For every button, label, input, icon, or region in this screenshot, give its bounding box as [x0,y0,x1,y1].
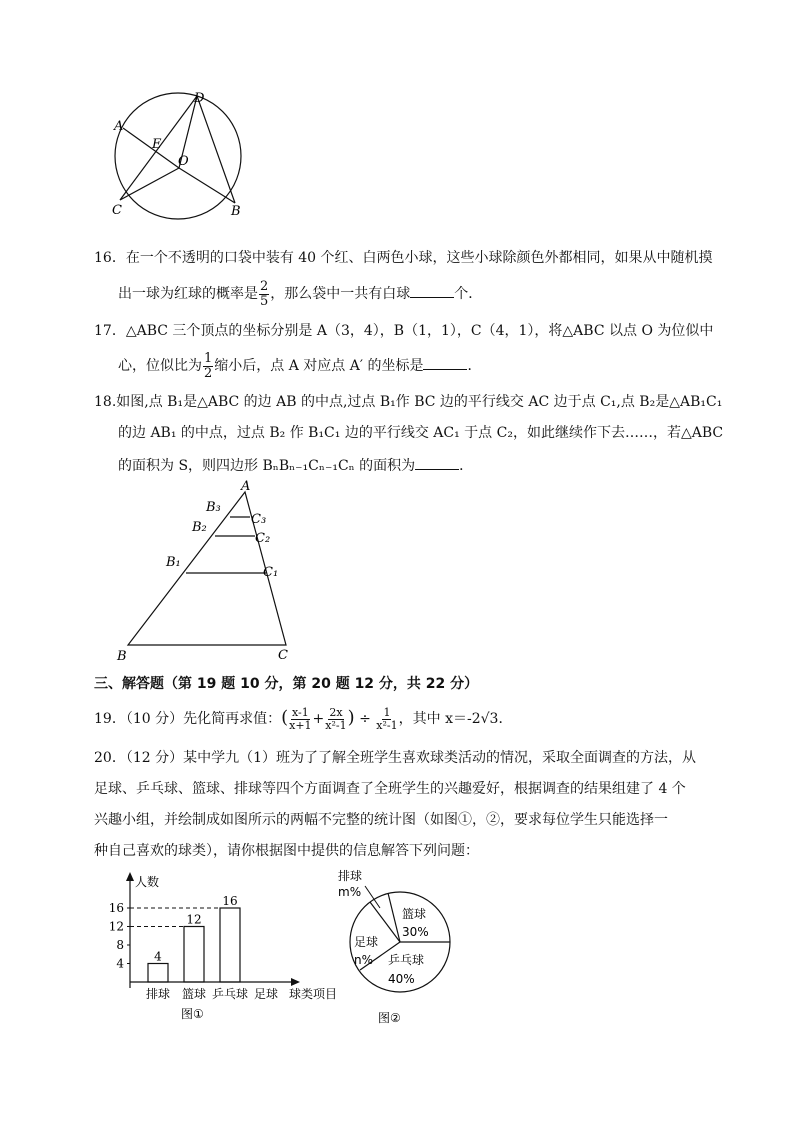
pie-value-football: n% [354,953,374,967]
pie-value-volleyball: m% [338,885,362,899]
x-category-label: 排球 [145,987,171,1001]
q16-text-a: 出一球为红球的概率是 [118,286,258,302]
label-C: C [278,648,288,663]
bar-value-label: 12 [186,912,202,927]
pie-chart [330,866,455,1028]
q17-text-c: ． [467,358,482,374]
label-A: A [241,479,251,494]
bar-value-label: 16 [222,894,238,908]
q17-answer-blank[interactable] [423,355,467,370]
label-B1: B₁ [166,555,181,570]
bar-value-label: 4 [154,949,162,964]
q17-line2 [118,349,481,383]
triangle-figure [108,478,298,664]
pie-label-pingpong: 乒乓球 [388,953,425,967]
q18-line1: 18.如图,点 B₁是△ABC 的边 AB 的中点,过点 B₁作 BC 边的平行线交 AC 边于点 C₁,点 B₂是△AB₁C₁ [94,394,723,410]
q16-line2 [118,277,482,311]
pie-label-football: 足球 [354,935,379,949]
x-category-label: 乒乓球 [211,987,249,1001]
pie-label-volleyball: 排球 [338,869,363,883]
q16-line1: 16．在一个不透明的口袋中装有 40 个红、白两色小球，这些小球除颜色外都相同，如果从中随机摸 [94,250,713,266]
q20-line2: 足球、乒乓球、篮球、排球等四个方面调查了全班学生的兴趣爱好，根据调查的结果组建了 4 个 [94,781,686,797]
q17-fraction: $\frac{1}{2}$ [204,350,213,381]
bar [184,927,204,983]
label-C: C [112,203,122,218]
label-C1: C₁ [263,565,279,580]
q19-fraction-3: $\frac{1}{\text{x²-1}}$ [376,705,398,732]
x-axis-label: 球类项目 [289,987,338,1001]
x-category-label: 篮球 [181,987,207,1001]
label-C2: C₂ [255,531,271,546]
y-tick-label: 16 [108,901,124,915]
pie-value-basketball: 30% [402,925,429,939]
q20-line4: 种自己喜欢的球类），请你根据图中提供的信息解答下列问题： [94,843,479,859]
label-A: A [114,119,124,134]
q16-answer-blank[interactable] [410,283,454,298]
q19-fraction-1: $\frac{x-1}{x+1}$ [289,705,312,732]
y-axis-label: 人数 [135,875,160,889]
bar [220,908,240,982]
label-O: O [178,154,189,169]
q16-text-c: 个． [454,286,483,302]
label-E: E [152,137,162,152]
q19-suffix: ，其中 x＝-2√3． [398,711,513,727]
y-tick-label: 4 [116,956,124,971]
q17-text-b: 缩小后，点 A 对应点 A′ 的坐标是 [214,358,424,374]
q19-fraction-2: $\frac{2x}{\text{x²-1}}$ [325,705,347,732]
label-B3: B₃ [206,500,221,515]
q17-text-a: 心，位似比为 [118,358,202,374]
fig2-caption: 图② [378,1011,401,1025]
label-C3: C₃ [251,512,267,527]
bar-chart [108,870,358,1028]
circle-figure [100,88,260,223]
y-axis-arrow [126,872,134,881]
q18-answer-blank[interactable] [415,455,459,470]
q20-line3: 兴趣小组，并绘制成如图所示的两幅不完整的统计图（如图①，②，要求每位学生只能选择一 [94,812,668,828]
bar [148,964,168,983]
fig1-caption: 图① [181,1007,204,1021]
x-category-label: 足球 [253,987,279,1001]
q19-line: 19．（10 分）先化简再求值：( $\frac{x-1}{x+1}$ + $\frac{2x}{\text{x²-1}}$ ) ÷ $\frac{1}{\text{x²-1}}$ ，其中 x＝-2√3． [94,705,513,732]
x-axis-arrow [291,978,300,986]
q17-line1: 17．△ABC 三个顶点的坐标分别是 A（3，4），B（1，1），C（4，1），将△ABC 以点 O 为位似中 [94,323,714,339]
q20-line1: 20．（12 分）某中学九（1）班为了了解全班学生喜欢球类活动的情况，采取全面调查的方法，从 [94,750,696,766]
pie-value-pingpong: 40% [388,972,415,986]
pie-label-basketball: 篮球 [402,907,427,921]
label-D: D [194,91,205,106]
label-B: B [231,204,241,219]
y-tick-label: 12 [108,919,124,934]
label-B2: B₂ [192,520,207,535]
label-B: B [117,649,127,664]
q16-fraction: $\frac{2}{5}$ [260,278,269,309]
q18-line3 [118,455,473,476]
y-tick-label: 8 [116,938,124,952]
q18-text-b: ． [459,458,474,474]
section-heading: 三、解答题（第 19 题 10 分，第 20 题 12 分，共 22 分） [94,676,479,692]
q18-text-a: 的面积为 S，则四边形 BₙBₙ₋₁Cₙ₋₁Cₙ 的面积为 [118,458,416,474]
q16-text-b: ，那么袋中一共有白球 [270,286,411,302]
q18-line2: 的边 AB₁ 的中点，过点 B₂ 作 B₁C₁ 边的平行线交 AC₁ 于点 C₂，如此继续作下去……，若△ABC [118,425,724,441]
q19-prefix: 19．（10 分）先化简再求值： [94,711,282,727]
